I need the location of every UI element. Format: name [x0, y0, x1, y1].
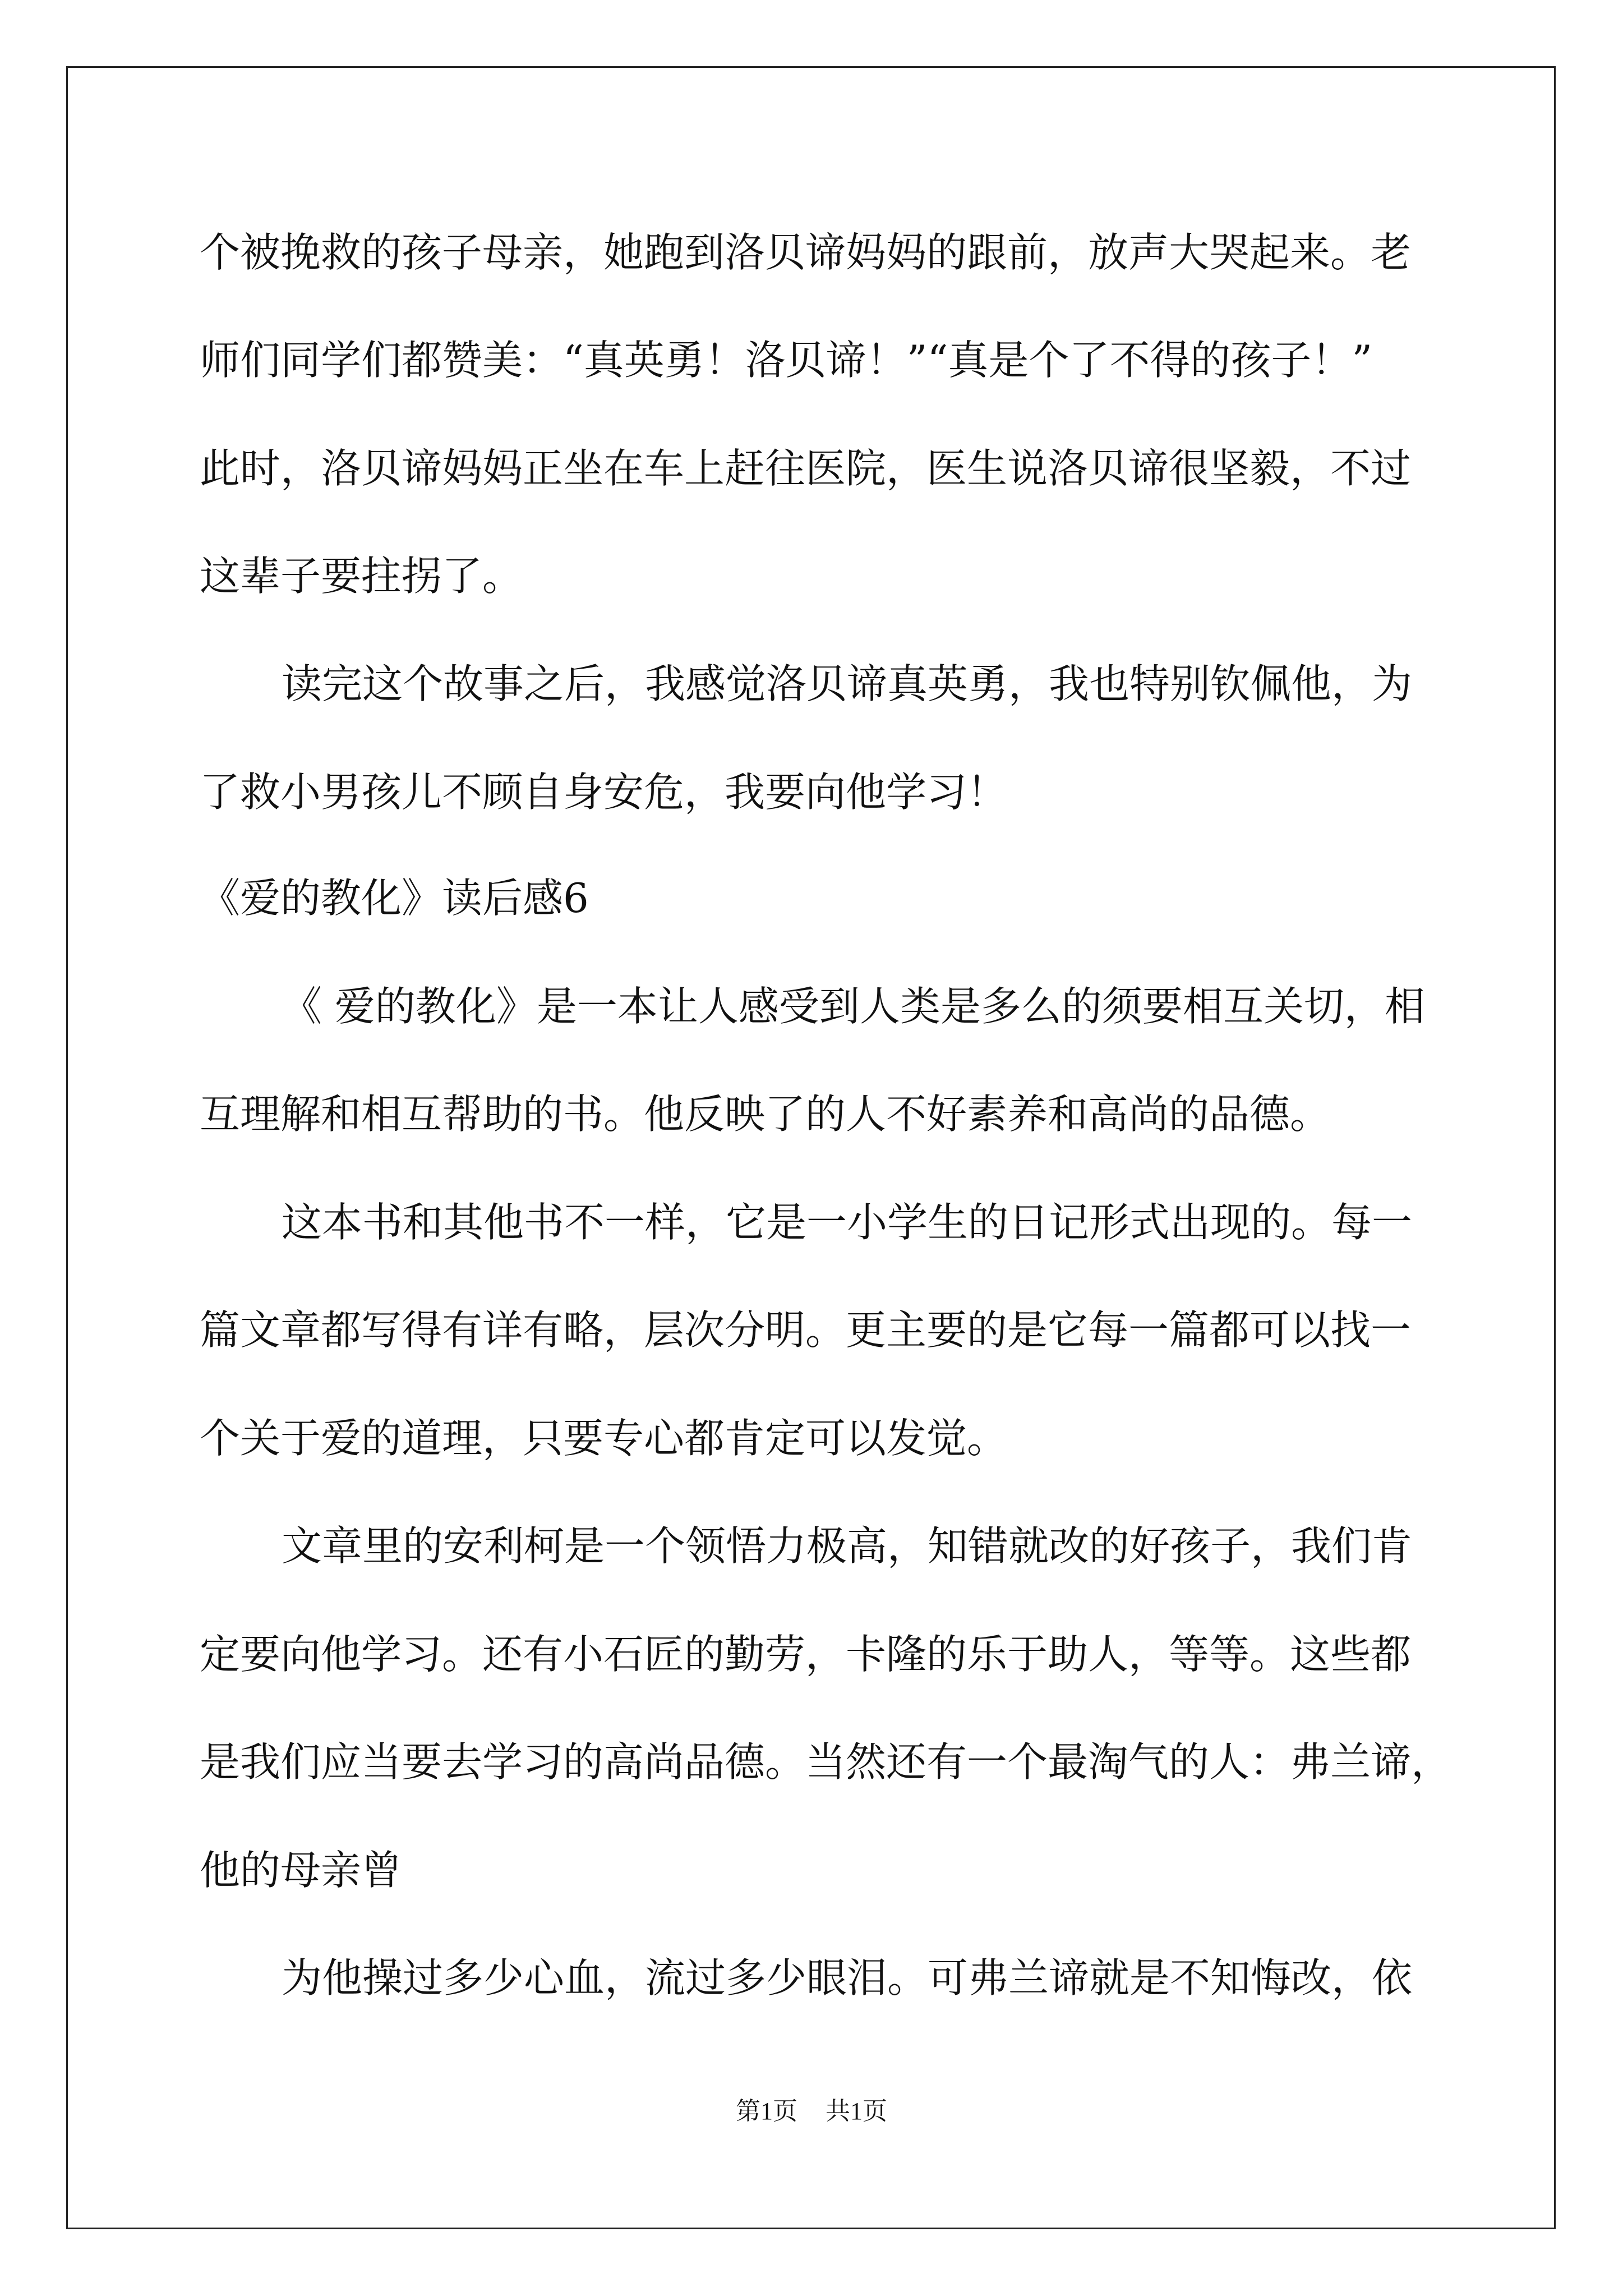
- text-line: 互理解和相互帮助的书。他反映了的人不好素养和高尚的品德。: [200, 1091, 1331, 1138]
- text-line: 读完这个故事之后，我感觉洛贝谛真英勇，我也特别钦佩他，为: [282, 660, 1413, 707]
- text-line: 师们同学们都赞美：“真英勇！洛贝谛！”“真是个了不得的孩子！”: [200, 337, 1373, 384]
- page-total: 共1页: [826, 2097, 887, 2125]
- text-line: 这本书和其他书不一样，它是一小学生的日记形式出现的。每一: [282, 1199, 1413, 1246]
- text-line: 定要向他学习。还有小石匠的勤劳，卡隆的乐于助人，等等。这些都: [200, 1631, 1412, 1678]
- page-border: [66, 66, 1556, 2229]
- page-footer: [0, 2095, 1623, 2128]
- text-line: 是我们应当要去学习的高尚品德。当然还有一个最淘气的人：弗兰谛，: [200, 1738, 1452, 1786]
- text-line: 为他操过多少心血，流过多少眼泪。可弗兰谛就是不知悔改，依: [282, 1954, 1413, 2001]
- text-line: 了救小男孩儿不顾自身安危，我要向他学习！: [200, 769, 1008, 816]
- page-number: 第1页: [736, 2097, 797, 2125]
- text-line: 个被挽救的孩子母亲，她跑到洛贝谛妈妈的跟前，放声大哭起来。老: [200, 229, 1412, 276]
- text-line: 个关于爱的道理，只要专心都肯定可以发觉。: [200, 1415, 1008, 1462]
- section-heading: 《爱的教化》读后感6: [200, 875, 589, 922]
- text-line: 这辈子要拄拐了。: [200, 553, 523, 600]
- text-line: 他的母亲曾: [200, 1847, 402, 1894]
- text-line: 此时，洛贝谛妈妈正坐在车上赶往医院，医生说洛贝谛很坚毅，不过: [200, 445, 1412, 492]
- text-line: 文章里的安利柯是一个领悟力极高，知错就改的好孩子，我们肯: [282, 1522, 1413, 1570]
- text-line: 篇文章都写得有详有略，层次分明。更主要的是它每一篇都可以找一: [200, 1306, 1412, 1354]
- text-line: 《 爱的教化》是一本让人感受到人类是多么的须要相互关切，相: [282, 983, 1425, 1030]
